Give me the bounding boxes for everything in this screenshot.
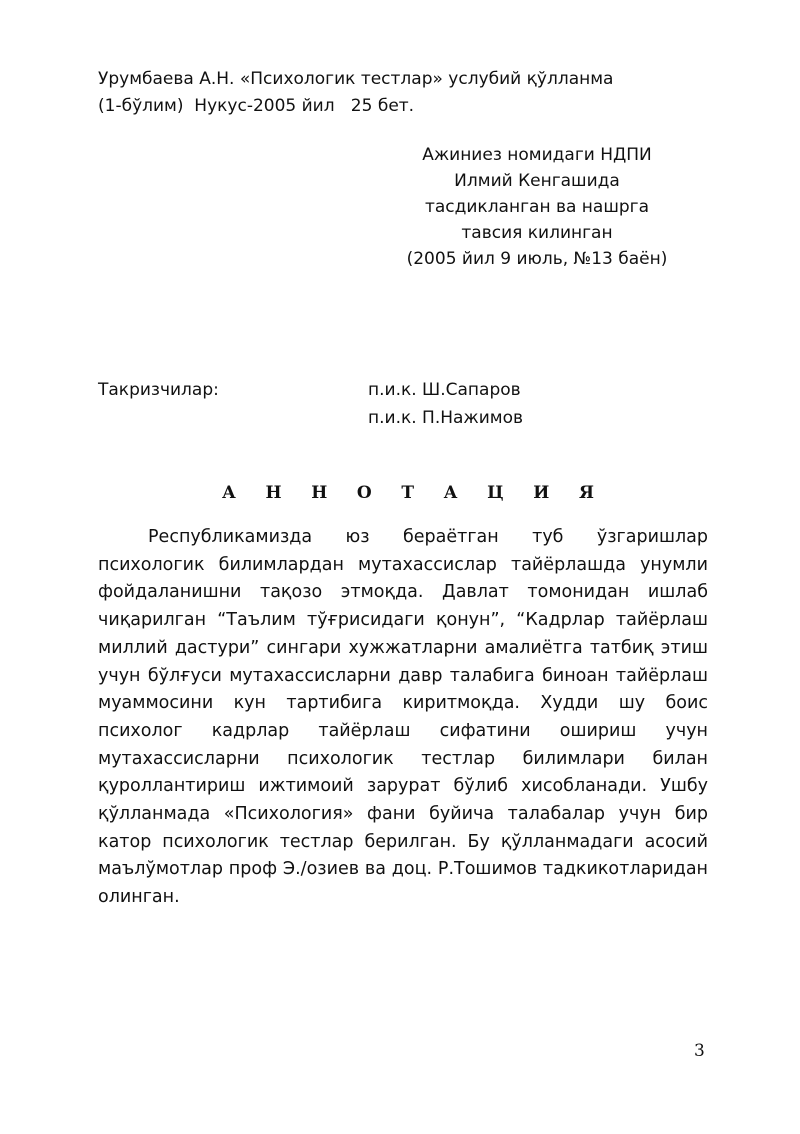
- approval-statement: [380, 142, 694, 272]
- heading-letter: Н: [265, 483, 282, 503]
- heading-letter: Я: [578, 483, 594, 503]
- approval-line-1: Ажиниез номидаги НДПИ: [422, 145, 652, 165]
- annotation-paragraph: Республикамизда юз бераётган туб ўзгаришлар психологик билимлардан мутахассислар тайёрлашда унумли фойдаланишни тақозо этмоқда. Давлат томонидан ишлаб чиқарилган “Таълим тўғрисидаги қонун”, “Кадрлар тайёрлаш миллий дастури” сингари хужжатларни амалиётга татбиқ этиш учун бўлғуси мутахассисларни давр талабига биноан тайёрлаш муаммосини кун тартибига киритмоқда. Худди шу боис психолог кадрлар тайёрлаш сифатини ошириш учун мутахассисларни психологик тестлар билимлари билан қуроллантириш ижтимоий зарурат бўлиб хисобланади. Ушбу қўлланмада «Психология» фани буйича талабалар учун бир катор психологик тестлар берилган. Бу қўлланмадаги асосий маълўмотлар проф Э./озиев ва доц. Р.Тошимов тадкикотларидан олинган.: [98, 527, 708, 908]
- approval-line-3: тасдикланган ва нашрга: [424, 197, 650, 217]
- heading-letter: А: [222, 483, 236, 503]
- heading-letter: Ц: [487, 483, 504, 503]
- heading-letter: Н: [311, 483, 328, 503]
- bibliographic-citation: [98, 66, 738, 120]
- reviewer-2: п.и.к. П.Нажимов: [368, 408, 524, 428]
- heading-letter: И: [533, 483, 550, 503]
- heading-letter: О: [356, 483, 372, 503]
- citation-line-1: Урумбаева А.Н. «Психологик тестлар» услубий қўлланма: [98, 69, 614, 89]
- approval-line-5: (2005 йил 9 июль, №13 баён): [406, 249, 668, 269]
- approval-line-2: Илмий Кенгашида: [454, 171, 620, 191]
- reviewers-list: [368, 376, 523, 432]
- reviewer-1: п.и.к. Ш.Сапаров: [368, 380, 521, 400]
- heading-letter: А: [443, 483, 458, 503]
- reviewers-label: Такризчилар:: [98, 380, 219, 400]
- citation-line-2: (1-бўлим) Нукус-2005 йил 25 бет.: [98, 96, 415, 116]
- page-number: 3: [694, 1041, 705, 1061]
- approval-line-4: тавсия килинган: [461, 223, 613, 243]
- annotation-heading: [222, 480, 594, 506]
- heading-letter: Т: [401, 483, 415, 503]
